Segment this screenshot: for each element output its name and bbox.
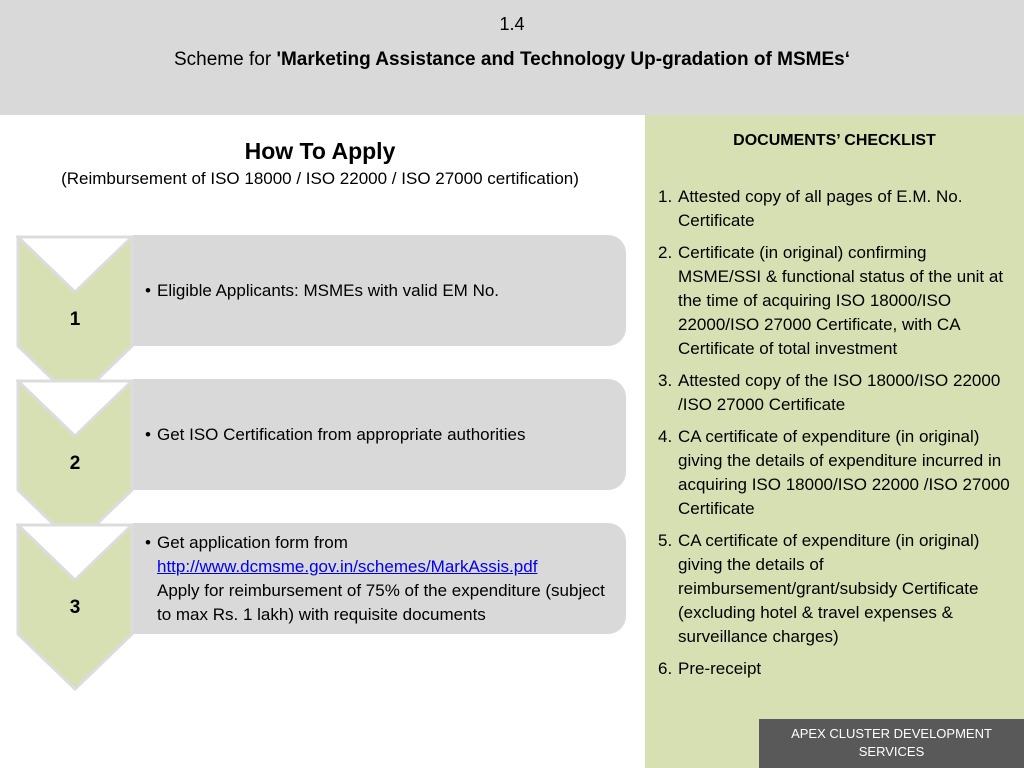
step-2-bullet: • Get ISO Certification from appropriate authorities — [145, 423, 614, 447]
markassis-pdf-link[interactable]: http://www.dcmsme.gov.in/schemes/MarkAssis.pdf — [157, 557, 538, 576]
slide-header — [0, 0, 1024, 115]
step-3-box — [133, 523, 626, 634]
step-3-number: 3 — [69, 597, 81, 618]
step-3-text-before: Get application form from — [157, 533, 348, 552]
title-bold: 'Marketing Assistance and Technology Up-gradation of MSMEs‘ — [276, 49, 850, 70]
slide-title — [0, 49, 1024, 71]
checklist-item: 6. Pre-receipt — [658, 659, 762, 678]
step-2-box — [133, 379, 626, 490]
slide-number: 1.4 — [499, 14, 525, 34]
documents-checklist-panel — [645, 115, 1024, 768]
checklist-item: 1. Attested copy of all pages of E.M. No. Certificate — [658, 187, 963, 230]
step-1-box — [133, 235, 626, 346]
step-3-bullet: • Get application form from http://www.dcmsme.gov.in/schemes/MarkAssis.pdf Apply for reimbursement of 75% of the expenditure (subject to max Rs. 1 lakh) with requisite documents — [145, 533, 605, 624]
title-prefix: Scheme for — [174, 49, 277, 70]
footer-badge: APEX CLUSTER DEVELOPMENT SERVICES — [759, 719, 1024, 768]
checklist-title: DOCUMENTS’ CHECKLIST — [733, 132, 936, 149]
step-2-number: 2 — [69, 453, 81, 474]
step-1-bullet: • Eligible Applicants: MSMEs with valid EM No. — [145, 279, 614, 303]
step-3-text-after: Apply for reimbursement of 75% of the expenditure (subject to max Rs. 1 lakh) with requisite documents — [157, 581, 605, 624]
step-1-number: 1 — [69, 309, 81, 330]
checklist-item: 2. Certificate (in original) confirming MSME/SSI & functional status of the unit at the time of acquiring ISO 18000/ISO 22000/ISO 27000 Certificate, with CA Certificate of total investment — [658, 243, 1004, 358]
checklist-item: 3. Attested copy of the ISO 18000/ISO 22000 /ISO 27000 Certificate — [658, 371, 1001, 414]
how-to-apply-heading — [20, 138, 620, 189]
how-to-apply-title: How To Apply — [244, 138, 396, 164]
step-1-text: Eligible Applicants: MSMEs with valid EM No. — [157, 281, 500, 300]
checklist-list — [658, 185, 1010, 689]
how-to-apply-subtitle: (Reimbursement of ISO 18000 / ISO 22000 / ISO 27000 certification) — [61, 169, 579, 188]
checklist-item: 5. CA certificate of expenditure (in original) giving the details of reimbursement/grant/subsidy Certificate (excluding hotel & travel expenses & surveillance charges) — [658, 531, 980, 646]
checklist-item: 4. CA certificate of expenditure (in original) giving the details of expenditure incurred in acquiring ISO 18000/ISO 22000 /ISO 27000 Certificate — [658, 427, 1010, 518]
step-2-text: Get ISO Certification from appropriate authorities — [157, 425, 526, 444]
